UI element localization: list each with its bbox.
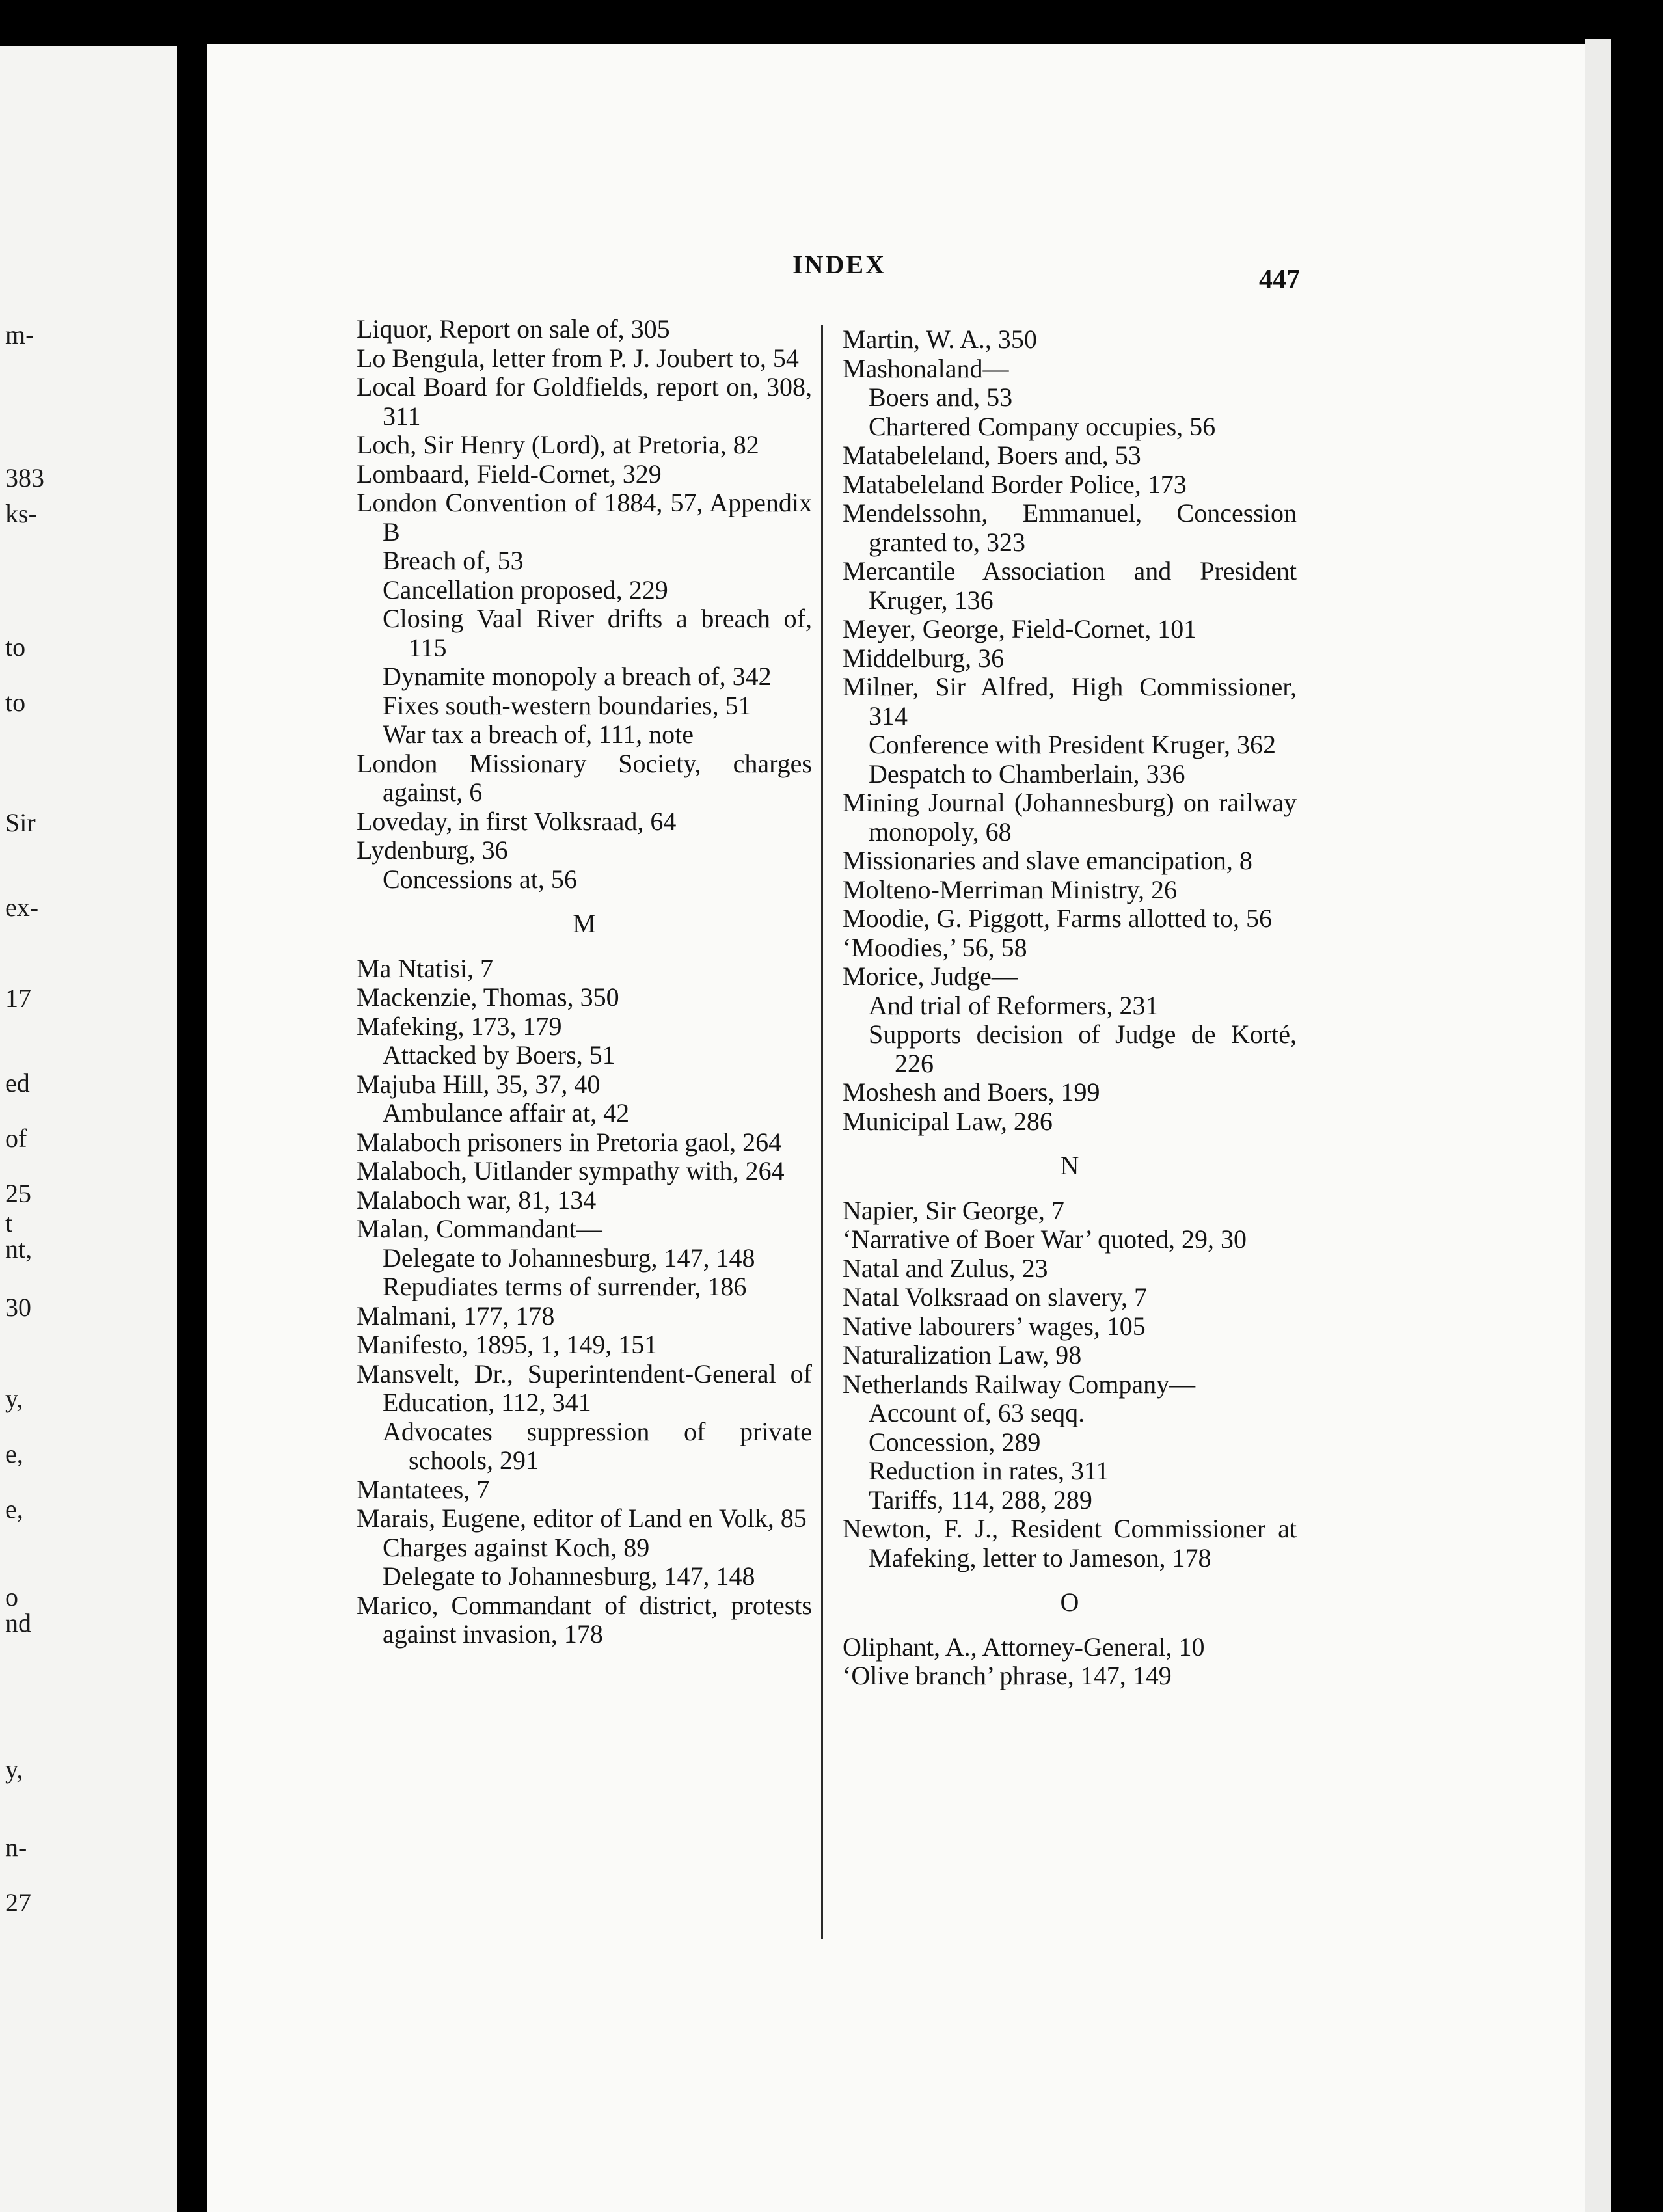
left-page-fragment: e, — [5, 1439, 23, 1468]
index-entry: Natal Volksraad on slavery, 7 — [843, 1282, 1148, 1312]
index-subentry: Repudiates terms of surrender, 186 — [383, 1272, 747, 1301]
index-entry: London Convention of 1884, 57, Appendix B — [357, 488, 812, 546]
left-page-fragment: n- — [5, 1833, 27, 1862]
left-page-fragment: nt, — [5, 1234, 33, 1263]
left-page-edge — [0, 46, 177, 2212]
index-entry: Molteno-Merriman Ministry, 26 — [843, 874, 1178, 904]
index-subentry: Tariffs, 114, 288, 289 — [869, 1485, 1092, 1515]
index-entry: Missionaries and slave emancipation, 8 — [843, 846, 1252, 875]
left-page-fragment: 27 — [5, 1888, 31, 1917]
page-edge — [1585, 39, 1611, 2212]
left-page-fragment: to — [5, 688, 26, 717]
left-page-fragment: Sir — [5, 808, 36, 837]
index-subentry: Attacked by Boers, 51 — [383, 1040, 615, 1070]
left-page-fragment: 383 — [5, 463, 44, 492]
index-subentry: War tax a breach of, 111, note — [383, 720, 694, 749]
left-page-fragment: 17 — [5, 984, 31, 1013]
index-entry: Lo Bengula, letter from P. J. Joubert to, 54 — [357, 343, 799, 373]
left-page-fragment: y, — [5, 1755, 23, 1784]
left-page-fragment: 30 — [5, 1293, 31, 1322]
index-entry: Milner, Sir Alfred, High Commissioner, 314 — [843, 672, 1297, 731]
index-subentry: Concessions at, 56 — [383, 864, 577, 894]
index-entry: Loch, Sir Henry (Lord), at Pretoria, 82 — [357, 430, 759, 459]
index-entry: Moshesh and Boers, 199 — [843, 1077, 1100, 1107]
index-entry: London Missionary Society, charges against, 6 — [357, 748, 812, 807]
index-entry: Matabeleland Border Police, 173 — [843, 469, 1187, 499]
left-page-fragment: o — [5, 1582, 18, 1612]
index-subentry: And trial of Reformers, 231 — [869, 990, 1159, 1020]
left-page-fragment: 25 — [5, 1179, 31, 1208]
left-page-fragment: m- — [5, 320, 34, 349]
index-entry: Napier, Sir George, 7 — [843, 1195, 1064, 1225]
left-page-fragment: ex- — [5, 893, 39, 922]
index-entry: Naturalization Law, 98 — [843, 1340, 1082, 1369]
page-number: 447 — [1259, 265, 1300, 295]
index-entry: ‘Moodies,’ 56, 58 — [843, 932, 1027, 962]
index-entry: Natal and Zulus, 23 — [843, 1253, 1048, 1283]
index-subentry: Delegate to Johannesburg, 147, 148 — [383, 1561, 755, 1591]
index-entry: Matabeleland, Boers and, 53 — [843, 440, 1141, 470]
section-letter: N — [1060, 1151, 1079, 1180]
index-entry: Meyer, George, Field-Cornet, 101 — [843, 614, 1197, 643]
index-subentry: Chartered Company occupies, 56 — [869, 411, 1216, 441]
left-page-fragment: of — [5, 1124, 27, 1153]
index-entry: Liquor, Report on sale of, 305 — [357, 314, 670, 344]
index-entry: Lydenburg, 36 — [357, 835, 508, 865]
index-subentry: Charges against Koch, 89 — [383, 1532, 650, 1562]
index-entry: Mendelssohn, Emmanuel, Concession granted to, 323 — [843, 498, 1297, 557]
index-entry: Mackenzie, Thomas, 350 — [357, 982, 619, 1012]
index-subentry: Breach of, 53 — [383, 546, 524, 575]
index-subentry: Despatch to Chamberlain, 336 — [869, 759, 1185, 789]
index-entry: Mercantile Association and President Kruger, 136 — [843, 556, 1297, 615]
index-entry: Local Board for Goldfields, report on, 308, 311 — [357, 372, 812, 431]
index-subentry: Dynamite monopoly a breach of, 342 — [383, 662, 772, 691]
index-entry: Mining Journal (Johannesburg) on railway monopoly, 68 — [843, 788, 1297, 846]
index-subentry: Cancellation proposed, 229 — [383, 574, 668, 604]
index-subentry: Closing Vaal River drifts a breach of, 115 — [383, 604, 812, 662]
index-entry: Lombaard, Field-Cornet, 329 — [357, 459, 662, 489]
index-column-right — [843, 325, 1297, 1691]
index-entry: Native labourers’ wages, 105 — [843, 1311, 1146, 1341]
index-subentry: Account of, 63 seqq. — [869, 1398, 1085, 1427]
index-subentry: Delegate to Johannesburg, 147, 148 — [383, 1243, 755, 1273]
index-entry: Malan, Commandant— — [357, 1214, 602, 1243]
left-page-fragment: t — [5, 1208, 13, 1237]
page-title: INDEX — [792, 250, 886, 279]
left-page-fragment: nd — [5, 1608, 31, 1638]
index-entry: Newton, F. J., Resident Commissioner at Mafeking, letter to Jameson, 178 — [843, 1514, 1297, 1572]
index-entry: Malaboch, Uitlander sympathy with, 264 — [357, 1156, 785, 1185]
index-entry: ‘Olive branch’ phrase, 147, 149 — [843, 1661, 1172, 1690]
left-page-fragment: y, — [5, 1384, 23, 1413]
index-subentry: Supports decision of Judge de Korté, 226 — [869, 1019, 1297, 1078]
left-page-fragment: ks- — [5, 499, 37, 528]
index-entry: Malaboch prisoners in Pretoria gaol, 264 — [357, 1127, 782, 1157]
left-page-fragment: e, — [5, 1494, 23, 1524]
index-entry: Mansvelt, Dr., Superintendent-General of Education, 112, 341 — [357, 1358, 812, 1417]
index-subentry: Fixes south-western boundaries, 51 — [383, 690, 751, 720]
index-column-left — [357, 315, 812, 1649]
index-subentry: Advocates suppression of private schools, 291 — [383, 1416, 812, 1475]
index-entry: Loveday, in first Volksraad, 64 — [357, 806, 677, 836]
index-entry: Ma Ntatisi, 7 — [357, 953, 493, 983]
index-subentry: Concession, 289 — [869, 1427, 1041, 1457]
index-subentry: Reduction in rates, 311 — [869, 1456, 1109, 1485]
section-letter: M — [573, 909, 596, 938]
left-page-fragment: to — [5, 632, 26, 662]
index-entry: Marico, Commandant of district, protests against invasion, 178 — [357, 1590, 812, 1649]
index-entry: Middelburg, 36 — [843, 643, 1005, 673]
index-entry: Oliphant, A., Attorney-General, 10 — [843, 1632, 1205, 1662]
index-entry: Morice, Judge— — [843, 962, 1018, 991]
index-entry: Malmani, 177, 178 — [357, 1301, 555, 1330]
index-subentry: Ambulance affair at, 42 — [383, 1098, 630, 1127]
index-entry: Manifesto, 1895, 1, 149, 151 — [357, 1330, 658, 1359]
column-divider — [821, 325, 823, 1939]
index-entry: Marais, Eugene, editor of Land en Volk, 85 — [357, 1504, 807, 1533]
left-page-fragment: ed — [5, 1068, 30, 1098]
index-subentry: Boers and, 53 — [869, 383, 1013, 412]
index-entry: ‘Narrative of Boer War’ quoted, 29, 30 — [843, 1224, 1247, 1254]
index-entry: Mashonaland— — [843, 353, 1009, 383]
index-entry: Mafeking, 173, 179 — [357, 1011, 562, 1041]
index-entry: Municipal Law, 286 — [843, 1106, 1053, 1136]
index-subentry: Conference with President Kruger, 362 — [869, 730, 1276, 759]
index-entry: Majuba Hill, 35, 37, 40 — [357, 1069, 601, 1099]
index-entry: Netherlands Railway Company— — [843, 1369, 1196, 1399]
section-letter: O — [1060, 1587, 1079, 1617]
index-entry: Martin, W. A., 350 — [843, 325, 1037, 354]
index-entry: Malaboch war, 81, 134 — [357, 1185, 597, 1215]
index-entry: Moodie, G. Piggott, Farms allotted to, 56 — [843, 904, 1272, 933]
index-entry: Mantatees, 7 — [357, 1474, 490, 1504]
